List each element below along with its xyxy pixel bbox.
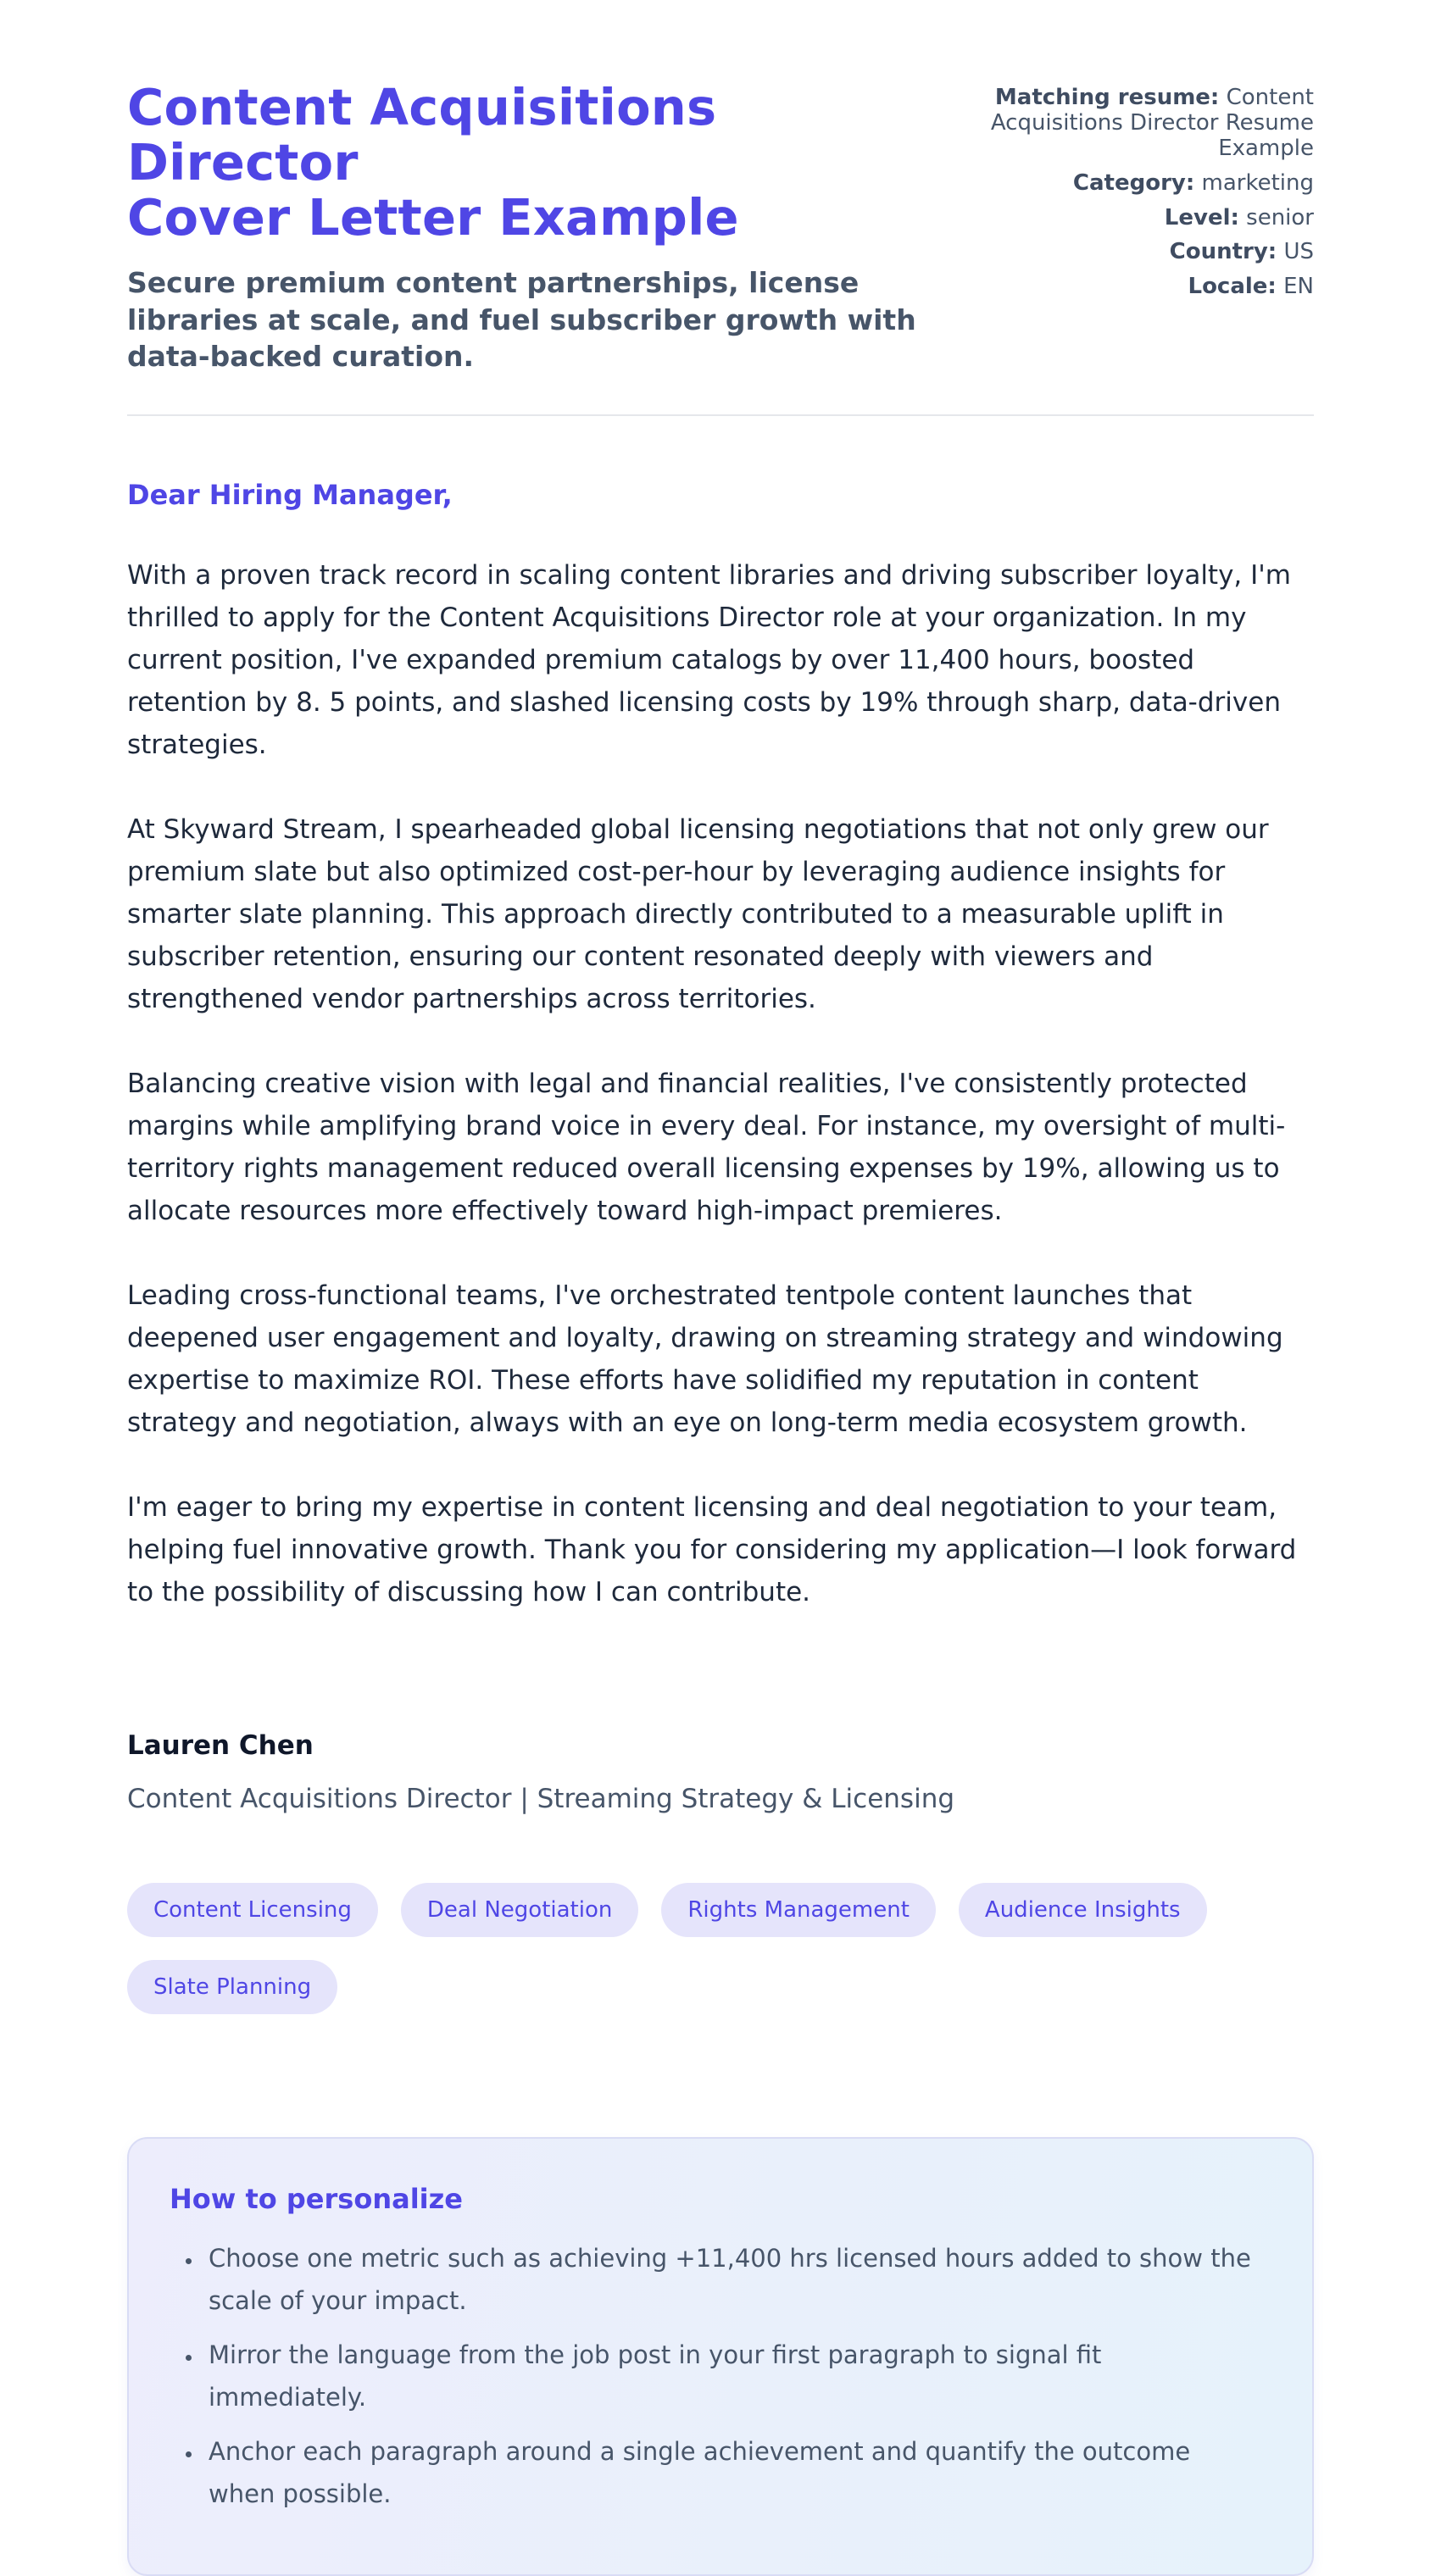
signature-name: Lauren Chen <box>127 1729 314 1761</box>
skill-tag-content-licensing[interactable]: Content Licensing <box>127 1883 378 1937</box>
meta-country-value: US <box>1283 239 1314 265</box>
skill-tag-deal-negotiation[interactable]: Deal Negotiation <box>401 1883 638 1937</box>
meta-level-label: Level: <box>1164 204 1239 230</box>
personalize-tip-2: • Mirror the language from the job post in your first paragraph to signal fit immediately. <box>203 2334 1263 2418</box>
meta-category-value: marketing <box>1201 169 1314 196</box>
meta-matching-resume-value: Content Acquisitions Director Resume Example <box>990 85 1314 161</box>
letter-greeting: Dear Hiring Manager, <box>127 479 453 512</box>
resume-meta-block <box>939 80 1314 309</box>
meta-locale <box>939 275 1314 300</box>
letter-paragraph-5: I'm eager to bring my expertise in content licensing and deal negotiation to your team, helping fuel innovative growth. Thank you for considering my application—I look forward to the possibility of discussing how I can contribute. <box>127 1491 1297 1607</box>
signature-block <box>127 1730 1314 1815</box>
how-to-personalize-card <box>127 2137 1314 2576</box>
page-title <box>127 80 939 246</box>
how-to-personalize-heading: How to personalize <box>170 2183 463 2216</box>
meta-category <box>939 171 1314 197</box>
page-title-line-1: Content Acquisitions Director <box>127 78 717 192</box>
skill-tag-audience-insights[interactable]: Audience Insights <box>959 1883 1207 1937</box>
letter-paragraph-3: Balancing creative vision with legal and financial realities, I've consistently protected margins while amplifying brand voice in every deal. For instance, my oversight of multi-territory rights management reduced overall licensing expenses by 19%, allowing us to allocate resources more effectively toward high-impact premieres. <box>127 1068 1286 1226</box>
letter-paragraph-1: With a proven track record in scaling content libraries and driving subscriber loyalty, I'm thrilled to apply for the Content Acquisitions Director role at your organization. In my current position, I've expanded premium catalogs by over 11,400 hours, boosted retention by 8. 5 points, and slashed licensing costs by 19% through sharp, data-driven strategies. <box>127 559 1292 760</box>
personalize-tips-list <box>170 2237 1270 2515</box>
page-subtitle: Secure premium content partnerships, license libraries at scale, and fuel subscriber growth with data-backed curation. <box>127 265 916 374</box>
personalize-tip-3: • Anchor each paragraph around a single achievement and quantify the outcome when possible. <box>203 2430 1263 2515</box>
signature-role: Content Acquisitions Director | Streaming Strategy & Licensing <box>127 1783 955 1814</box>
meta-level-value: senior <box>1246 204 1314 230</box>
letter-paragraph-4: Leading cross-functional teams, I've orchestrated tentpole content launches that deepened user engagement and loyalty, drawing on streaming strategy and windowing expertise to maximize ROI. These efforts have solidified my reputation in content strategy and negotiation, always with an eye on long-term media ecosystem growth. <box>127 1280 1283 1438</box>
header-divider <box>127 414 1314 416</box>
skill-tag-slate-planning[interactable]: Slate Planning <box>127 1960 337 2014</box>
skill-tags-row <box>127 1883 1314 2014</box>
meta-locale-label: Locale: <box>1188 274 1277 300</box>
meta-category-label: Category: <box>1072 169 1195 196</box>
personalize-tip-1: • Choose one metric such as achieving +11,400 hrs licensed hours added to show the scale of your impact. <box>203 2237 1263 2322</box>
meta-country <box>939 240 1314 265</box>
meta-country-label: Country: <box>1169 239 1277 265</box>
page-header <box>127 80 1314 375</box>
meta-matching-resume <box>939 86 1314 162</box>
meta-level <box>939 206 1314 231</box>
header-title-block <box>127 80 939 375</box>
cover-letter-body <box>127 479 1314 1815</box>
meta-locale-value: EN <box>1283 274 1314 300</box>
page-title-line-2: Cover Letter Example <box>127 187 739 247</box>
letter-paragraph-2: At Skyward Stream, I spearheaded global licensing negotiations that not only grew our premium slate but also optimized cost-per-hour by leveraging audience insights for smarter slate planning. This approach directly contributed to a measurable uplift in subscriber retention, ensuring our content resonated deeply with viewers and strengthened vendor partnerships across territories. <box>127 813 1269 1014</box>
skill-tag-rights-management[interactable]: Rights Management <box>661 1883 936 1937</box>
meta-matching-resume-label: Matching resume: <box>994 85 1220 110</box>
